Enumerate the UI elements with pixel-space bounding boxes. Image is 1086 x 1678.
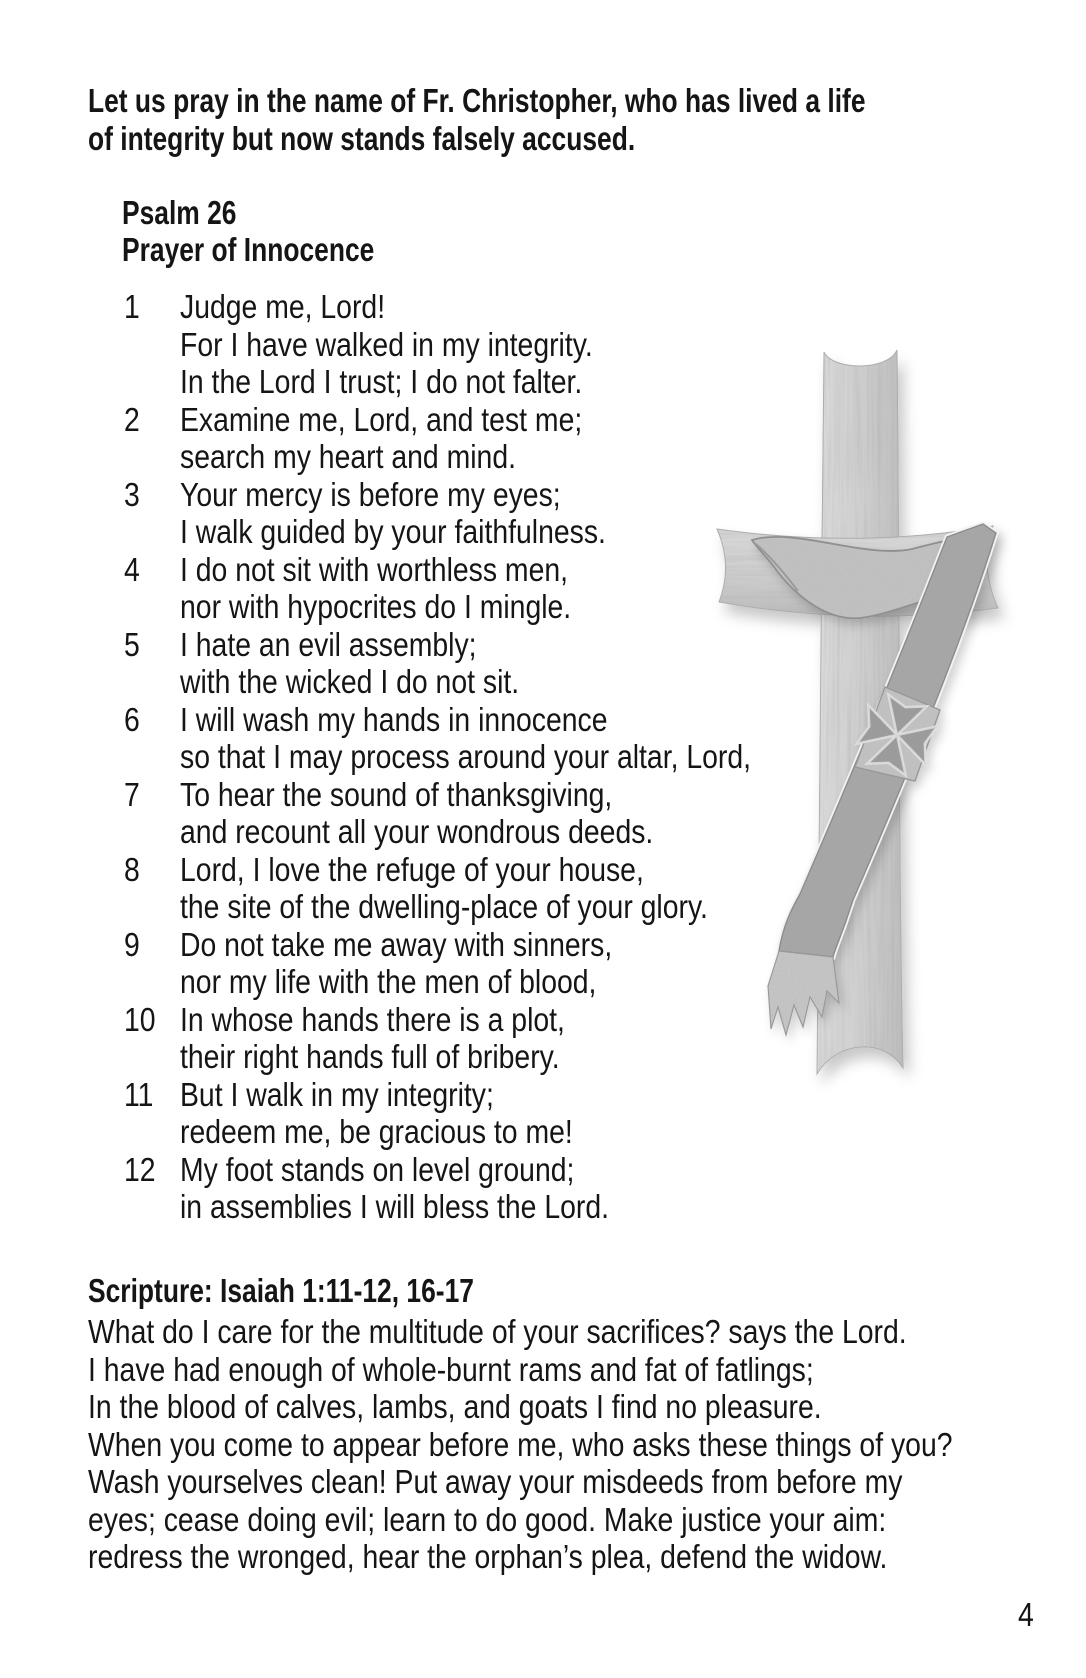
psalm-verse-number <box>124 963 180 1001</box>
text-line-content: of integrity but now stands falsely accused. <box>88 120 636 157</box>
psalm-verse-text: Do not take me away with sinners, <box>180 925 613 963</box>
psalm-verse-text: so that I may process around your altar, Lord, <box>180 738 752 775</box>
psalm-verse-text: and recount all your wondrous deeds. <box>180 813 654 850</box>
text-line-content: In the blood of calves, lambs, and goats I find no pleasure. <box>88 1388 822 1425</box>
psalm-verse-number <box>124 513 180 551</box>
text-line <box>88 1426 1086 1464</box>
psalm-verse-text: Lord, I love the refuge of your house, <box>180 850 644 888</box>
psalm-verse-number: 10 <box>124 1000 156 1038</box>
psalm-verse-number <box>124 663 180 701</box>
psalm-verse-number <box>124 1188 180 1226</box>
text-line-content: What do I care for the multitude of your sacrifices? says the Lord. <box>88 1313 907 1350</box>
psalm-verse-text: In the Lord I trust; I do not falter. <box>180 363 583 400</box>
psalm-verse-text: I hate an evil assembly; <box>180 625 477 663</box>
psalm-verse-text: Examine me, Lord, and test me; <box>180 400 583 438</box>
cross-illustration <box>698 340 1020 1098</box>
psalm-verse-text: nor my life with the men of blood, <box>180 963 597 1000</box>
psalm-verse-text: their right hands full of bribery. <box>180 1038 560 1075</box>
text-line-content: Psalm 26 <box>122 194 237 231</box>
text-line <box>88 1351 1086 1389</box>
psalm-verse-text: Your mercy is before my eyes; <box>180 475 561 513</box>
psalm-verse-number <box>124 588 180 626</box>
psalm-verse-number <box>124 813 180 851</box>
psalm-verse-number <box>124 888 180 926</box>
text-line <box>88 82 1060 120</box>
psalm-verse-number: 5 <box>124 625 140 663</box>
text-line <box>122 194 437 231</box>
text-line-content: I have had enough of whole-burnt rams and fat of fatlings; <box>88 1350 814 1388</box>
scripture-heading <box>88 1272 570 1310</box>
psalm-verse-text: search my heart and mind. <box>180 438 516 475</box>
scripture-heading-text: Scripture: Isaiah 1:11-12, 16-17 <box>88 1272 474 1309</box>
psalm-verse-text: But I walk in my integrity; <box>180 1075 494 1113</box>
text-line <box>122 231 437 268</box>
psalm-verse-number: 12 <box>124 1150 156 1188</box>
text-line-content: Wash yourselves clean! Put away your misdeeds from before my <box>88 1463 903 1500</box>
psalm-verse-text: I walk guided by your faithfulness. <box>180 513 606 550</box>
text-line-content: Prayer of Innocence <box>122 231 375 268</box>
psalm-verse-number <box>124 1038 180 1076</box>
psalm-verse-line <box>124 288 844 326</box>
psalm-verse-number: 1 <box>124 288 140 325</box>
psalm-verse-number: 3 <box>124 475 140 513</box>
psalm-verse-text: in assemblies I will bless the Lord. <box>180 1188 610 1225</box>
psalm-verse-number: 11 <box>124 1075 154 1113</box>
psalm-verse-number: 2 <box>124 400 140 438</box>
intro-prayer-intention <box>88 82 1060 158</box>
text-line-content: redress the wronged, hear the orphan’s plea, defend the widow. <box>88 1538 888 1575</box>
psalm-verse-number <box>124 1113 180 1151</box>
psalm-verse-number: 8 <box>124 850 140 888</box>
psalm-verse-line <box>124 1151 844 1189</box>
text-line <box>88 1388 1086 1426</box>
cross-wood <box>710 344 1005 1080</box>
psalm-verse-number: 7 <box>124 775 140 813</box>
psalm-verse-text: nor with hypocrites do I mingle. <box>180 588 572 625</box>
page-number-text: 4 <box>1017 1596 1034 1633</box>
psalm-verse-number: 4 <box>124 550 140 588</box>
scripture-passage <box>88 1313 1086 1576</box>
text-line-content: When you come to appear before me, who asks these things of you? <box>88 1425 953 1463</box>
psalm-verse-number: 9 <box>124 925 140 963</box>
text-line-content: eyes; cease doing evil; learn to do good. Make justice your aim: <box>88 1500 887 1538</box>
text-line <box>88 1501 1086 1539</box>
text-line <box>88 1538 1086 1576</box>
text-line <box>88 1313 1086 1351</box>
psalm-verse-text: In whose hands there is a plot, <box>180 1000 565 1038</box>
psalm-verse-text: I do not sit with worthless men, <box>180 550 569 588</box>
psalm-verse-number <box>124 363 180 401</box>
psalm-title <box>122 194 437 268</box>
psalm-verse-text: with the wicked I do not sit. <box>180 663 520 700</box>
psalm-verse-text: redeem me, be gracious to me! <box>180 1113 573 1150</box>
psalm-verse-line <box>124 1188 844 1226</box>
psalm-verse-number <box>124 738 180 776</box>
psalm-verse-number <box>124 438 180 476</box>
psalm-verse-text: For I have walked in my integrity. <box>180 325 593 363</box>
page-number <box>1018 1596 1036 1634</box>
psalm-verse-text: I will wash my hands in innocence <box>180 700 608 738</box>
text-line <box>88 1463 1086 1501</box>
psalm-verse-text: Judge me, Lord! <box>180 288 386 325</box>
psalm-verse-number <box>124 326 180 364</box>
psalm-verse-text: My foot stands on level ground; <box>180 1150 575 1188</box>
text-line-content: Let us pray in the name of Fr. Christopher, who has lived a life <box>88 82 866 119</box>
psalm-verse-number: 6 <box>124 700 140 738</box>
psalm-verse-line <box>124 1113 844 1151</box>
psalm-verse-text: To hear the sound of thanksgiving, <box>180 775 613 813</box>
text-line <box>88 120 1060 158</box>
psalm-verse-text: the site of the dwelling-place of your glory. <box>180 888 708 925</box>
